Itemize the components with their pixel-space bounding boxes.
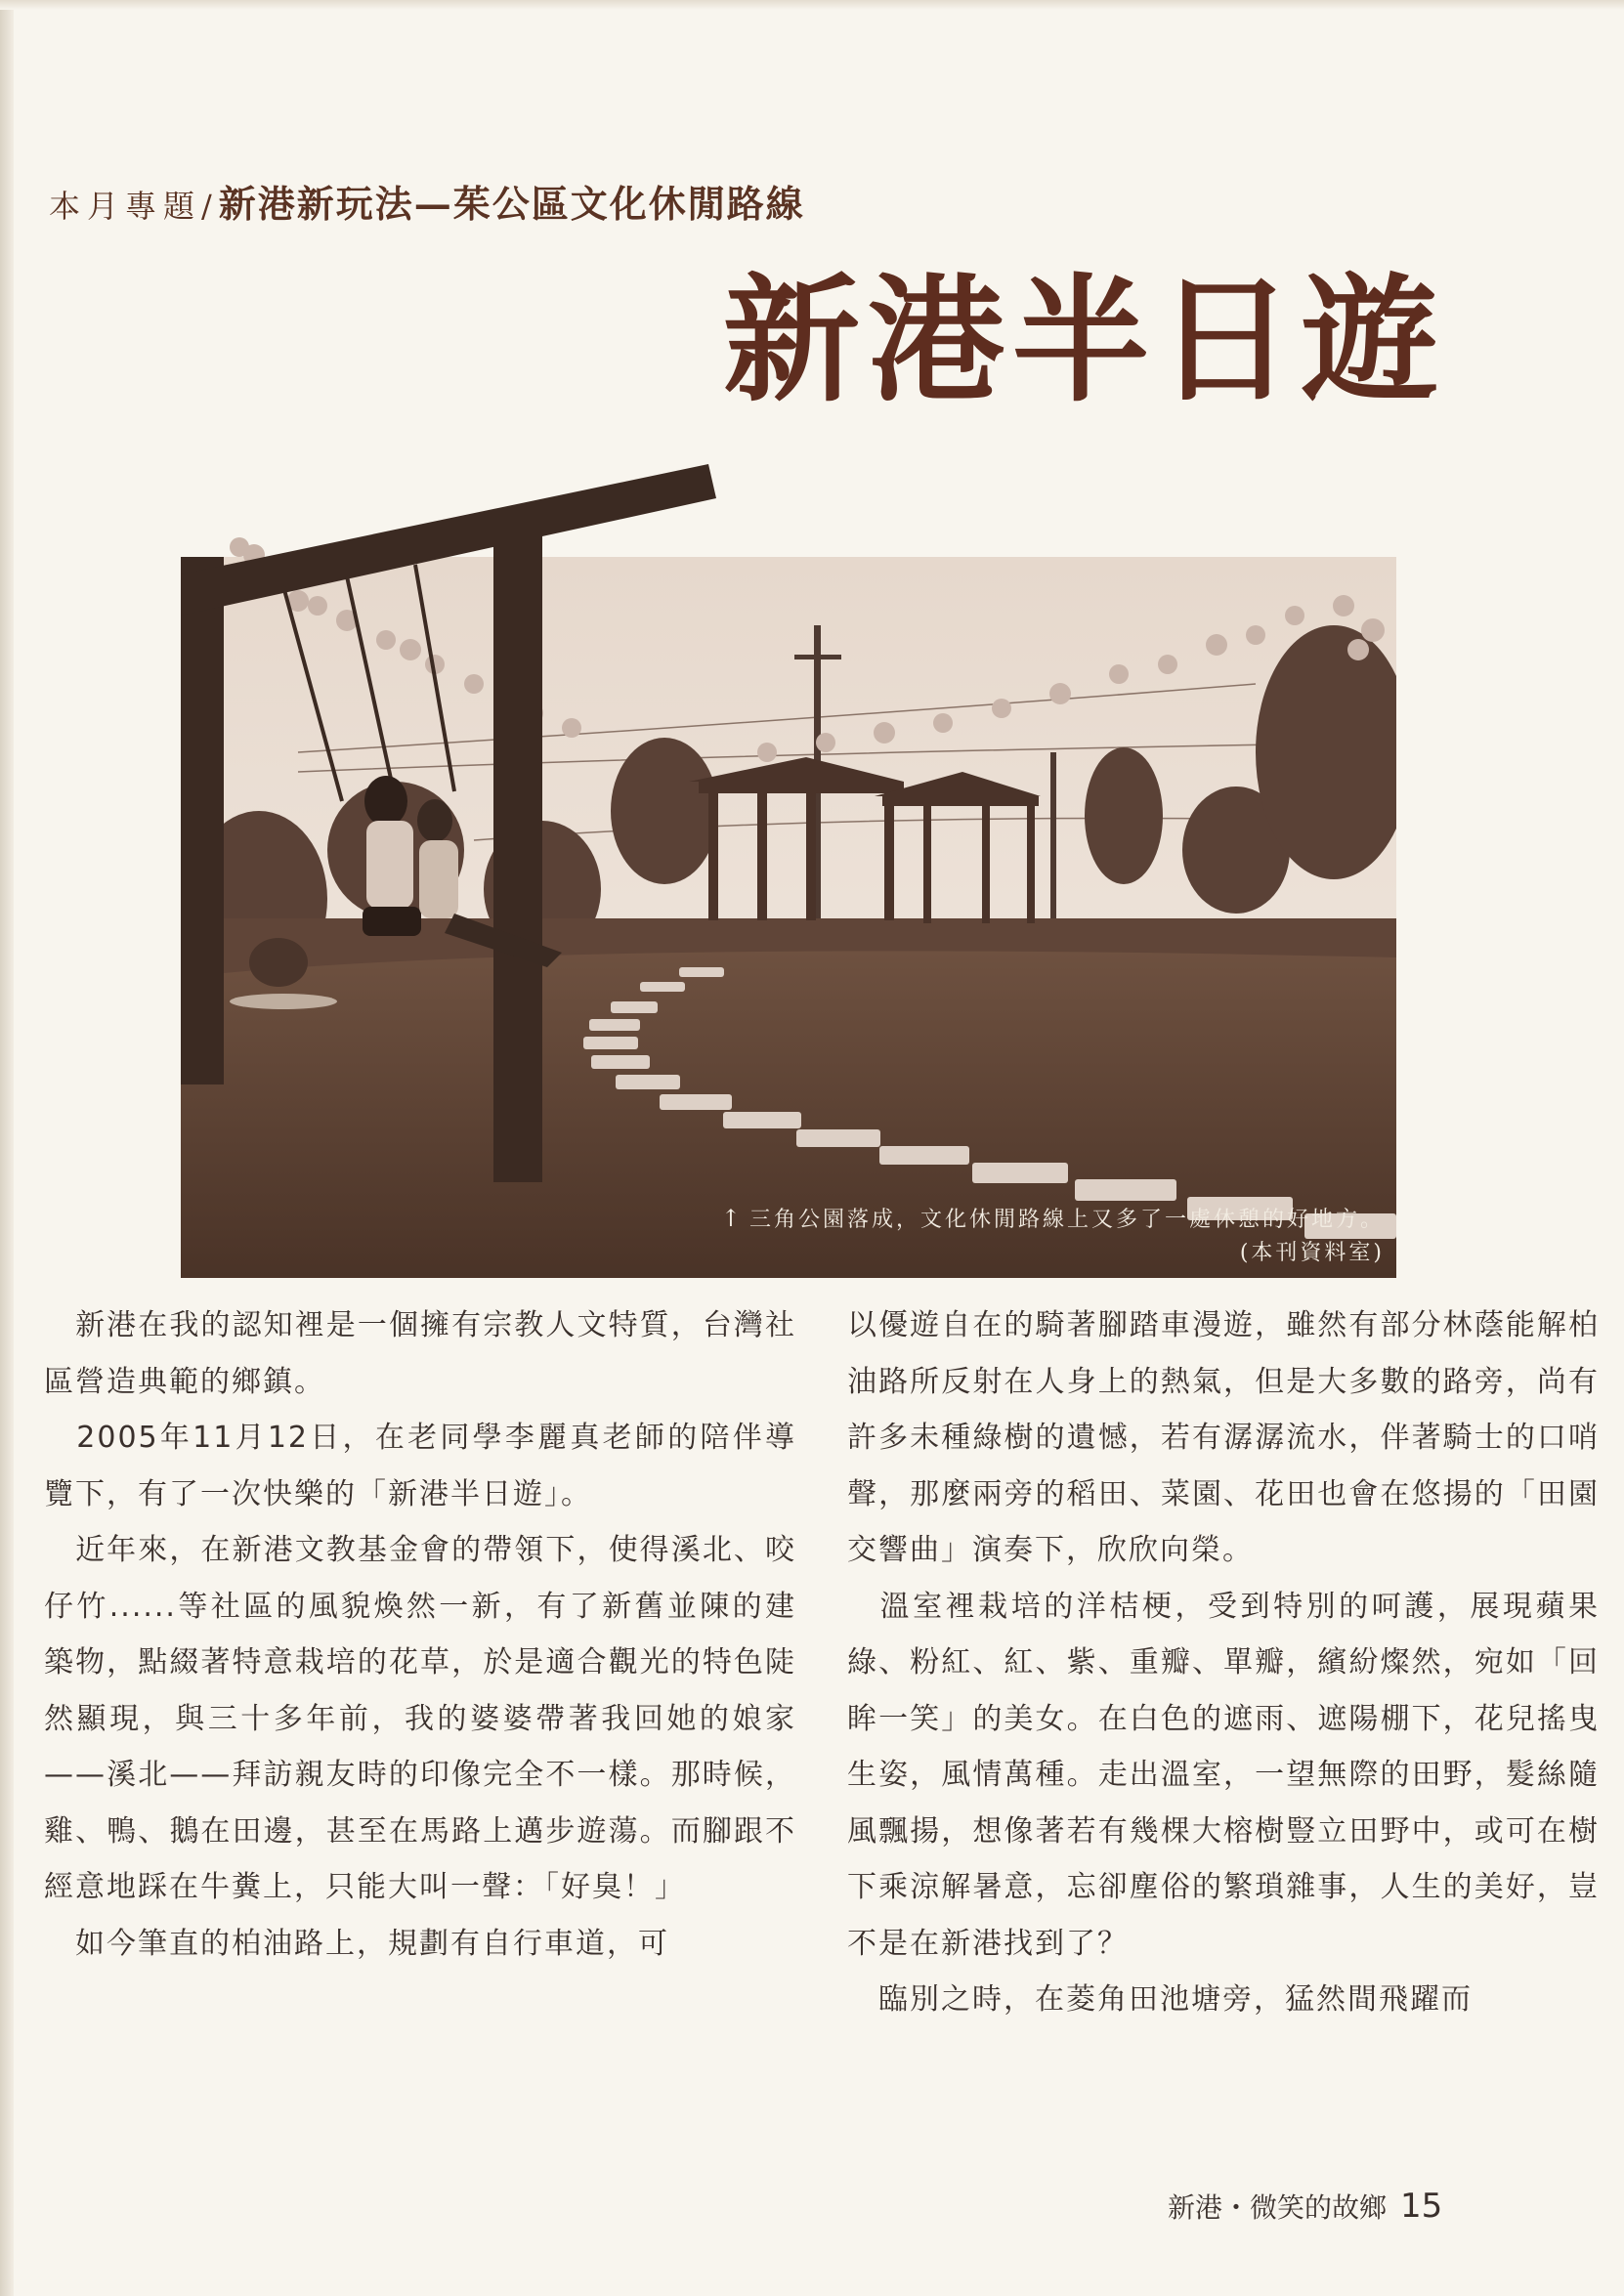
paragraph: 溫室裡栽培的洋桔梗，受到特別的呵護，展現蘋果綠、粉紅、紅、紫、重瓣、單瓣，繽紛燦然，宛如「回眸一笑」的美女。在白色的遮雨、遮陽棚下，花兒搖曳生姿，風情萬種。走出溫室，一望無際的田野，髮絲隨風飄揚，想像著若有幾棵大榕樹豎立田野中，或可在樹下乘涼解暑意，忘卻塵俗的繁瑣雜事，人生的美好，豈不是在新港找到了？ [847, 1589, 1600, 1961]
paragraph: 近年來，在新港文教基金會的帶領下，使得溪北、咬仔竹......等社區的風貌煥然一新，有了新舊並陳的建築物，點綴著特意栽培的花草，於是適合觀光的特色陡然顯現，與三十多年前，我的婆婆帶著我回她的娘家——溪北——拜訪親友時的印像完全不一樣。那時候，雞、鴨、鵝在田邊，甚至在馬路上邁步遊蕩。而腳跟不經意地踩在牛糞上，只能大叫一聲：「好臭！」 [44, 1533, 796, 1904]
paragraph: 2005年11月12日，在老同學李麗真老師的陪伴導覽下，有了一次快樂的「新港半日遊」。 [44, 1421, 796, 1511]
page-edge-shadow [0, 0, 14, 2296]
park-photo-image [181, 430, 1396, 1278]
article-column-left [44, 1297, 796, 1972]
paragraph: 臨別之時，在菱角田池塘旁，猛然間飛躍而 [847, 1982, 1473, 2017]
photo-caption [721, 1202, 1385, 1270]
page-number: 15 [1400, 2187, 1443, 2226]
caption-text: 三角公園落成，文化休閒路線上又多了一處休憩的好地方。 [748, 1208, 1385, 1232]
article-title: 新港半日遊 [723, 262, 1447, 421]
park-photo [181, 430, 1396, 1278]
caption-credit: (本刊資料室) [1239, 1241, 1385, 1265]
topic-label: 新港新玩法—茱公區文化休閒路線 [218, 182, 805, 226]
section-heading [49, 174, 1026, 228]
paragraph: 如今筆直的柏油路上，規劃有自行車道，可 [44, 1926, 669, 1961]
section-label: 本月專題/ [49, 188, 219, 225]
paragraph: 新港在我的認知裡是一個擁有宗教人文特質，台灣社區營造典範的鄉鎮。 [44, 1308, 796, 1399]
page-footer [1168, 2187, 1490, 2226]
paragraph: 以優遊自在的騎著腳踏車漫遊，雖然有部分林蔭能解柏油路所反射在人身上的熱氣，但是大多數的路旁，尚有許多未種綠樹的遺憾，若有潺潺流水，伴著騎士的口哨聲，那麼兩旁的稻田、菜園、花田也會在悠揚的「田園交響曲」演奏下，欣欣向榮。 [847, 1308, 1600, 1567]
article-column-right [847, 1297, 1600, 2028]
publication-name: 新港・微笑的故鄉 [1168, 2191, 1388, 2224]
up-arrow-icon: ↑ [720, 1205, 744, 1232]
page-top-shadow [0, 0, 1624, 10]
